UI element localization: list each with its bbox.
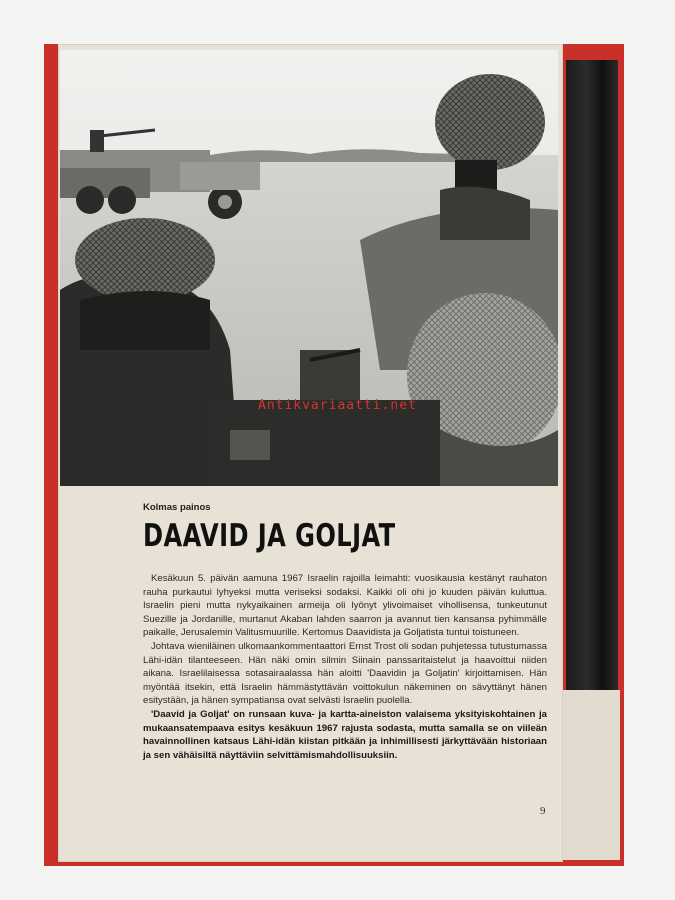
blurb-paragraph: 'Daavid ja Goljat' on runsaan kuva- ja kartta-aineiston valaisema yksityiskohtainen ja mukaansatempaava esitys kesäkuun 1967 rajusta sodasta, mutta samalla se on viileän havainnollinen katsaus Lähi-idän kiistan pitkään ja inhimillisesti järkyttävään historiaan ja sen vähäisiltä näyttäviin selvittämismahdollisuuksiin. [143, 708, 547, 761]
book-title: DAAVID JA GOLJAT [143, 518, 396, 554]
watermark-text: Antikvariaatti.net [258, 398, 417, 413]
war-photograph [60, 50, 558, 486]
blurb-text [143, 572, 547, 762]
blurb-paragraph: Kesäkuun 5. päivän aamuna 1967 Israelin rajoilla leimahti: vuosikausia kestänyt rauhaton rauha purkautui lyhyeksi mutta veriseksi sodaksi. Kaikki oli ohi jo kuuden päivän kuluttua. Israelin pieni mutta nykyaikainen armeija oli lyönyt ylivoimaiset vihollisensa, tunkeutunut Suezille ja Jordanille, murtanut Akaban lahden saarron ja avannut tien kansansa pyhimmälle paikalle, Jerusalemin Valitusmuurille. Kertomus Daavidista ja Goljatista tuntui toistuneen. [143, 573, 547, 639]
black-spine-strip [566, 60, 618, 692]
worn-cover-edge [560, 690, 620, 860]
page-number: 9 [540, 805, 546, 817]
blurb-paragraph: Johtava wieniläinen ulkomaankommentaattori Ernst Trost oli sodan puhjetessa tutustumassa Lähi-idän tilanteeseen. Hän näki omin silmin Siinain panssaritaistelut ja haavoittui niiden aikana. Israelilaisessa sotasairaalassa hän aloitti 'Daavidin ja Goljatin' kirjoittamisen. Hän myöntää itsekin, että Israelin hämmästyttävän voittokulun näkeminen on sävyttänyt hänen esitystään, ja hänen sympatiansa ovat selvästi Israelin puolella. [143, 640, 547, 707]
edition-label: Kolmas painos [143, 502, 211, 513]
